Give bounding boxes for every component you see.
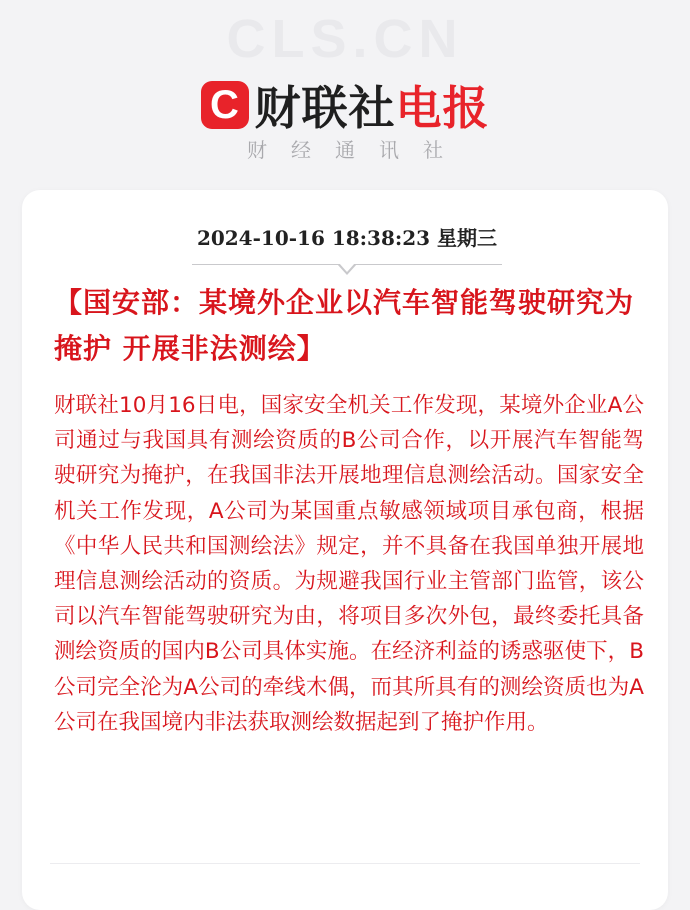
watermark-text: CLS.CN bbox=[226, 9, 464, 69]
brand-tagline: 财经通讯社 bbox=[247, 138, 467, 162]
news-card bbox=[22, 190, 668, 910]
brand-name bbox=[255, 72, 490, 138]
pointer-notch-icon bbox=[337, 264, 357, 275]
article-body: 财联社10月16日电，国家安全机关工作发现，某境外企业A公司通过与我国具有测绘资质的B公司合作，以开展汽车智能驾驶研究为掩护，在我国非法开展地理信息测绘活动。国家安全机关工作发现，A公司为某国重点敏感领域项目承包商，根据《中华人民共和国测绘法》规定，并不具备在我国单独开展地理信息测绘活动的资质。为规避我国行业主管部门监管，该公司以汽车智能驾驶研究为由，将项目多次外包，最终委托具备测绘资质的国内B公司具体实施。在经济利益的诱惑驱使下，B公司完全沦为A公司的牵线木偶，而其所具有的测绘资质也为A公司在我国境内非法获取测绘数据起到了掩护作用。 bbox=[54, 393, 644, 735]
brand-name-accent: 电报 bbox=[395, 81, 490, 135]
datetime-text: 2024-10-16 18:38:23 星期三 bbox=[196, 226, 498, 250]
divider bbox=[50, 863, 640, 864]
brand-name-main: 财联社 bbox=[254, 81, 396, 135]
brand-logo bbox=[0, 72, 690, 138]
logo-letter: C bbox=[210, 83, 239, 127]
datetime-box bbox=[192, 212, 502, 265]
article-headline: 【国安部：某境外企业以汽车智能驾驶研究为掩护 开展非法测绘】 bbox=[54, 286, 635, 365]
logo-icon bbox=[201, 81, 249, 129]
